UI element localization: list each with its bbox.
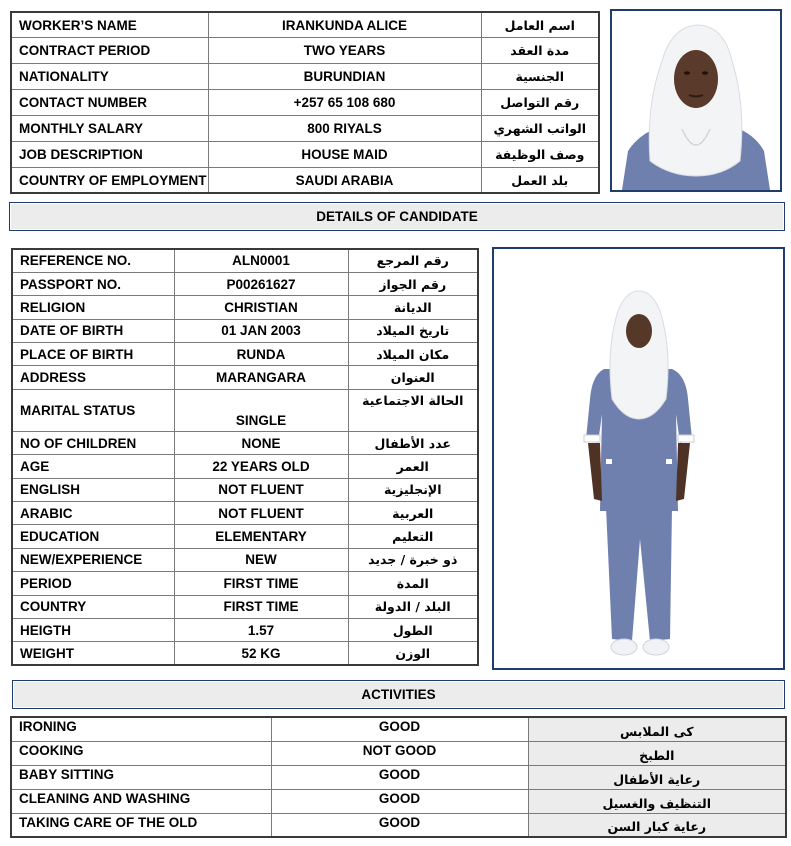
row-label: MONTHLY SALARY [11, 116, 208, 142]
table-row [12, 572, 478, 595]
row-arabic-label: الديانة [348, 296, 478, 319]
row-label: DATE OF BIRTH [12, 319, 174, 342]
row-arabic-label: عدد الأطفال [348, 431, 478, 454]
activity-rating: GOOD [271, 765, 528, 789]
activity-arabic-label: الطبخ [528, 741, 786, 765]
row-label: ADDRESS [12, 366, 174, 389]
row-arabic-label: الجنسية [481, 64, 599, 90]
table-row [12, 548, 478, 571]
row-label: NO OF CHILDREN [12, 431, 174, 454]
row-value: BURUNDIAN [208, 64, 481, 90]
activity-arabic-label: کی الملابس [528, 717, 786, 741]
row-label: ENGLISH [12, 478, 174, 501]
row-value: +257 65 108 680 [208, 90, 481, 116]
row-arabic-label: ذو خبرة / جديد [348, 548, 478, 571]
worker-info-table [10, 11, 600, 194]
row-value: NOT FLUENT [174, 502, 348, 525]
row-arabic-label: البلد / الدولة [348, 595, 478, 618]
activity-rating: GOOD [271, 813, 528, 837]
row-label: PLACE OF BIRTH [12, 343, 174, 366]
table-row [12, 272, 478, 295]
row-value: FIRST TIME [174, 572, 348, 595]
row-value: SAUDI ARABIA [208, 167, 481, 193]
row-label: NEW/EXPERIENCE [12, 548, 174, 571]
activity-label: COOKING [11, 741, 271, 765]
table-row [12, 296, 478, 319]
activity-rating: NOT GOOD [271, 741, 528, 765]
table-row [11, 813, 786, 837]
activity-arabic-label: رعاية الأطفال [528, 765, 786, 789]
row-arabic-label: تاريخ الميلاد [348, 319, 478, 342]
row-value: 1.57 [174, 618, 348, 641]
row-label: RELIGION [12, 296, 174, 319]
row-value: HOUSE MAID [208, 141, 481, 167]
row-value: 800 RIYALS [208, 116, 481, 142]
activity-label: TAKING CARE OF THE OLD [11, 813, 271, 837]
table-row [11, 90, 599, 116]
full-body-illustration [494, 249, 783, 668]
row-label: AGE [12, 455, 174, 478]
row-value: NOT FLUENT [174, 478, 348, 501]
row-value: CHRISTIAN [174, 296, 348, 319]
row-value: MARANGARA [174, 366, 348, 389]
row-value: NONE [174, 431, 348, 454]
row-arabic-label: مدة العقد [481, 38, 599, 64]
row-label: JOB DESCRIPTION [11, 141, 208, 167]
row-label: CONTACT NUMBER [11, 90, 208, 116]
table-row [11, 717, 786, 741]
row-label: REFERENCE NO. [12, 249, 174, 272]
row-arabic-label: المدة [348, 572, 478, 595]
portrait-photo [610, 9, 782, 192]
row-label: PERIOD [12, 572, 174, 595]
table-row [12, 431, 478, 454]
table-row [11, 789, 786, 813]
activity-label: IRONING [11, 717, 271, 741]
row-arabic-label: الإنجليزية [348, 478, 478, 501]
table-row [11, 765, 786, 789]
row-arabic-label: رقم الجواز [348, 272, 478, 295]
activity-rating: GOOD [271, 789, 528, 813]
row-value: P00261627 [174, 272, 348, 295]
row-value: FIRST TIME [174, 595, 348, 618]
activities-table [10, 716, 787, 838]
row-label: CONTRACT PERIOD [11, 38, 208, 64]
row-value: ELEMENTARY [174, 525, 348, 548]
row-value: RUNDA [174, 343, 348, 366]
row-arabic-label: الواتب الشهري [481, 116, 599, 142]
table-row [12, 478, 478, 501]
table-row [12, 389, 478, 431]
activity-arabic-label: التنظيف والغسيل [528, 789, 786, 813]
row-label: MARITAL STATUS [12, 389, 174, 431]
portrait-illustration [612, 11, 780, 190]
candidate-details-table [11, 248, 479, 666]
table-row [12, 249, 478, 272]
row-label: ARABIC [12, 502, 174, 525]
row-label: WORKER’S NAME [11, 12, 208, 38]
row-arabic-label: مكان الميلاد [348, 343, 478, 366]
row-value: SINGLE [174, 389, 348, 431]
table-row [12, 618, 478, 641]
row-arabic-label: العمر [348, 455, 478, 478]
full-body-photo [492, 247, 785, 670]
activity-label: BABY SITTING [11, 765, 271, 789]
row-value: 22 YEARS OLD [174, 455, 348, 478]
row-label: EDUCATION [12, 525, 174, 548]
row-value: TWO YEARS [208, 38, 481, 64]
table-row [12, 455, 478, 478]
row-arabic-label: العربية [348, 502, 478, 525]
table-row [11, 64, 599, 90]
table-row [12, 366, 478, 389]
row-arabic-label: الوزن [348, 642, 478, 665]
table-row [11, 141, 599, 167]
details-heading: DETAILS OF CANDIDATE [9, 202, 785, 231]
row-label: COUNTRY [12, 595, 174, 618]
table-row [11, 38, 599, 64]
table-row [12, 343, 478, 366]
table-row [12, 525, 478, 548]
row-arabic-label: اسم العامل [481, 12, 599, 38]
table-row [12, 319, 478, 342]
row-value: NEW [174, 548, 348, 571]
row-label: WEIGHT [12, 642, 174, 665]
row-value: 52 KG [174, 642, 348, 665]
row-arabic-label: وصف الوظيفة [481, 141, 599, 167]
table-row [11, 12, 599, 38]
table-row [11, 116, 599, 142]
row-arabic-label: التعليم [348, 525, 478, 548]
row-label: NATIONALITY [11, 64, 208, 90]
row-arabic-label: العنوان [348, 366, 478, 389]
row-arabic-label: الطول [348, 618, 478, 641]
row-label: COUNTRY OF EMPLOYMENT [11, 167, 208, 193]
row-value: 01 JAN 2003 [174, 319, 348, 342]
activity-rating: GOOD [271, 717, 528, 741]
row-label: HEIGTH [12, 618, 174, 641]
table-row [12, 642, 478, 665]
activities-heading: ACTIVITIES [12, 680, 785, 709]
table-row [12, 595, 478, 618]
table-row [11, 167, 599, 193]
table-row [11, 741, 786, 765]
row-arabic-label: الحالة الاجتماعية [348, 389, 478, 431]
activity-arabic-label: رعاية كبار السن [528, 813, 786, 837]
table-row [12, 502, 478, 525]
row-arabic-label: رقم المرجع [348, 249, 478, 272]
row-label: PASSPORT NO. [12, 272, 174, 295]
row-arabic-label: بلد العمل [481, 167, 599, 193]
row-value: ALN0001 [174, 249, 348, 272]
row-arabic-label: رقم التواصل [481, 90, 599, 116]
row-value: IRANKUNDA ALICE [208, 12, 481, 38]
activity-label: CLEANING AND WASHING [11, 789, 271, 813]
